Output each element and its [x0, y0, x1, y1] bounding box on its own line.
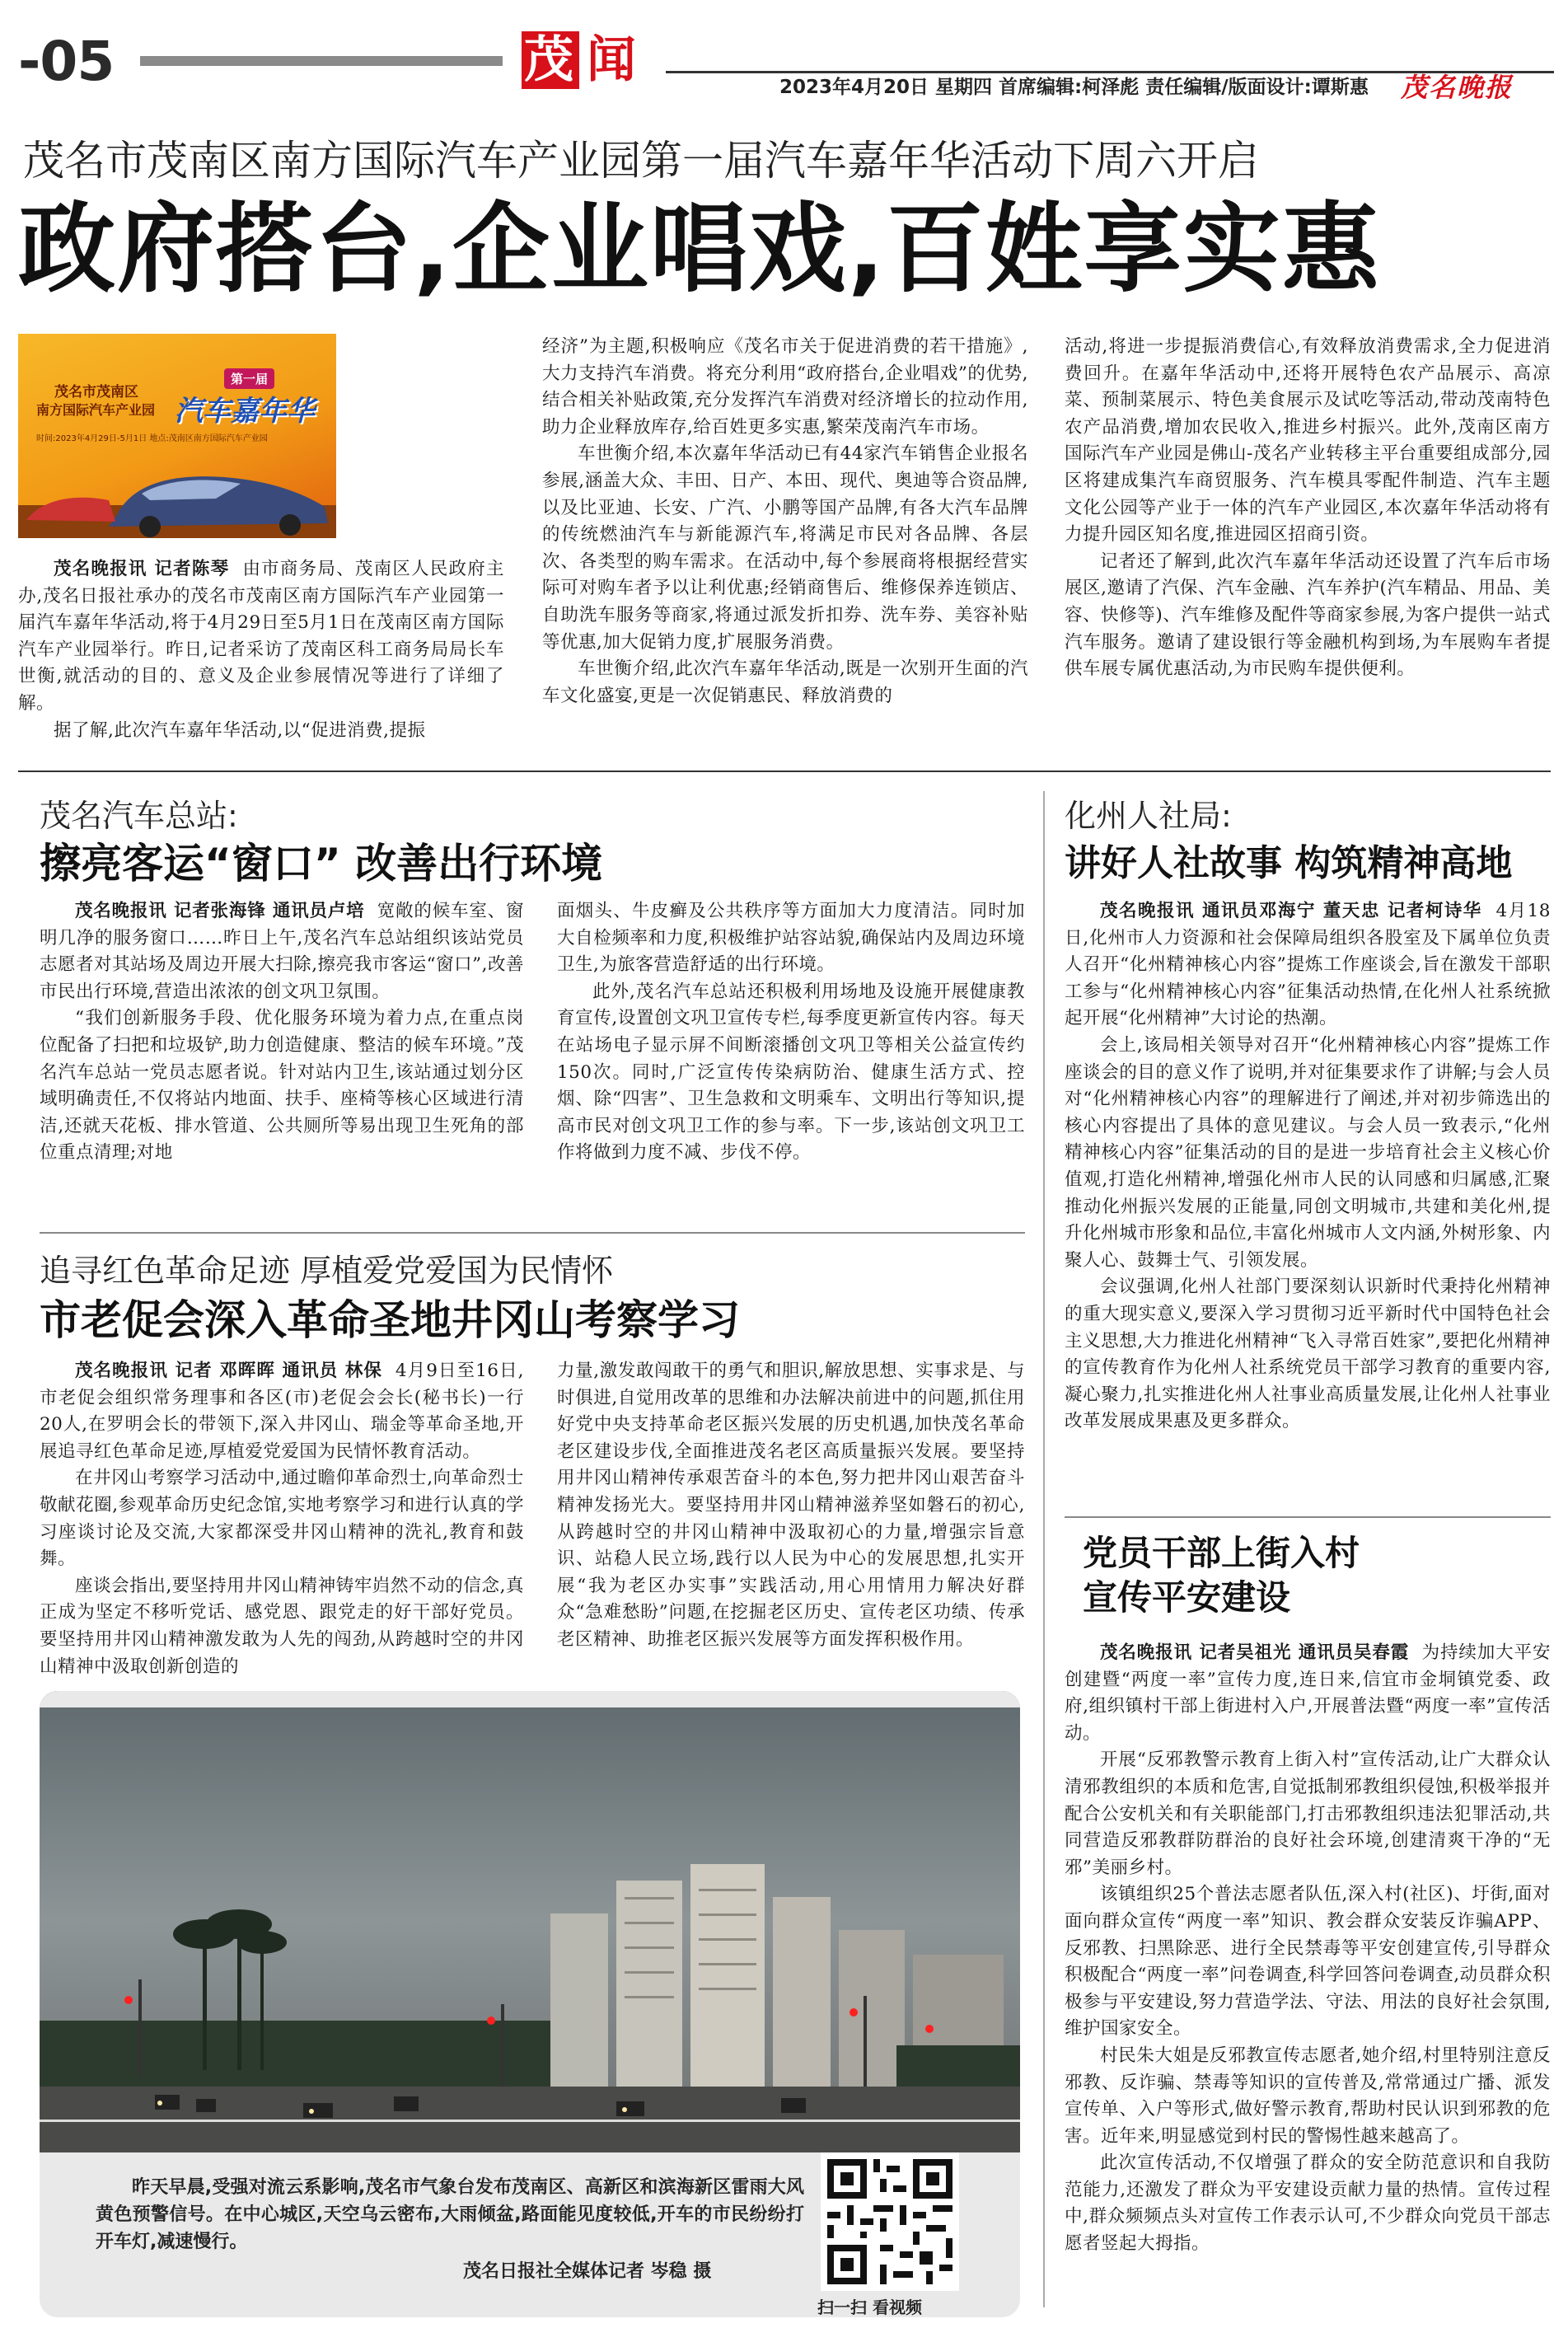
story1-col3-text-b: 记者还了解到,此次汽车嘉年华活动还设置了汽车后市场展区,邀请了汽保、汽车金融、汽车养护(汽车精品、用品、美容、快修等)、汽车维修及配件等商家参展,为客户提供一站式汽车服务。邀请了建设银行等金融机构到场,为车展购车者提供车展专属优惠活动,为市民购车提供便利。	[1065, 550, 1551, 680]
section-char-1: 茂	[524, 31, 573, 89]
story1-col2-text-c: 车世衡介绍,此次汽车嘉年华活动,既是一次别开生面的汽车文化盛宴,更是一次促销惠民、释放消费的	[542, 658, 1028, 706]
storm-photo	[40, 1691, 1020, 2152]
story2-column-1	[40, 898, 524, 1225]
story2-col2-text-a: 面烟头、牛皮癣及公共秩序等方面加大力度清洁。同时加大自检频率和力度,积极维护站容站貌,确保站内及周边环境卫生,为旅客营造舒适的出行环境。	[557, 901, 1025, 976]
story2-col2-text-b: 此外,茂名汽车总站还积极利用场地及设施开展健康教育宣传,设置创文巩卫宣传专栏,每季度更新宣传内容。每天在站场电子显示屏不间断滚播创文巩卫等相关公益宣传约150次。同时,广泛宣传传染病防治、健康生活方式、控烟、除“四害”、卫生急救和文明乘车、文明出行等知识,提高市民对创文巩卫工作的参与率。下一步,该站创文巩卫工作将做到力度不减、步伐不停。	[557, 981, 1025, 1164]
story4-headline: 讲好人社故事 构筑精神高地	[1065, 842, 1513, 884]
qr-code	[821, 2152, 959, 2291]
story5-byline: 茂名晚报讯 记者吴祖光 通讯员吴春霞	[1100, 1642, 1410, 1663]
story1-column-1	[18, 556, 504, 754]
page-number: -05	[18, 30, 115, 93]
story2-col1-text-a: 宽敞的候车室、窗明几净的服务窗口……昨日上午,茂名汽车总站组织该站党员志愿者对其站场及周边开展大扫除,擦亮我市客运“窗口”,改善市民出行环境,营造出浓浓的创文巩卫氛围。	[40, 901, 524, 1002]
story5-text-p5: 此次宣传活动,不仅增强了群众的安全防范意识和自我防范能力,还激发了群众为平安建设贡献力量的热情。宣传过程中,群众频频点头对宣传工作表示认可,不少群众向党员干部志愿者竖起大拇指。	[1065, 2152, 1551, 2255]
date-credits: 2023年4月20日 星期四 首席编辑:柯泽彪 责任编辑/版面设计:谭斯惠	[779, 77, 1369, 98]
story3-byline: 茂名晚报讯 记者 邓晖晖 通讯员 林保	[75, 1361, 383, 1381]
story2-byline: 茂名晚报讯 记者张海锋 通讯员卢培	[75, 901, 365, 921]
carnival-poster	[18, 334, 336, 538]
story3-kicker: 追寻红色革命足迹 厚植爱党爱国为民情怀	[40, 1253, 614, 1289]
column-divider	[1043, 791, 1045, 2307]
story1-column-3	[1065, 334, 1551, 754]
masthead-left-rule	[140, 56, 503, 66]
story2-kicker: 茂名汽车总站:	[40, 798, 238, 834]
story3-col2-text-a: 力量,激发敢闯敢干的勇气和胆识,解放思想、实事求是、与时俱进,自觉用改革的思维和办法解决前进中的问题,抓住用好党中央支持革命老区振兴发展的历史机遇,加快茂名革命老区建设步伐,全面推进茂名老区高质量振兴发展。要坚持用井冈山精神传承艰苦奋斗的本色,努力把井冈山艰苦奋斗精神发扬光大。要坚持用井冈山精神滋养坚如磐石的初心,从跨越时空的井冈山精神中汲取初心的力量,增强宗旨意识、站稳人民立场,践行以人民为中心的发展思想,扎实开展“我为老区办实事”实践活动,用心用情用力解决好群众“急难愁盼”问题,在挖掘老区历史、宣传老区功绩、传承老区精神、助推老区振兴发展等方面发挥积极作用。	[557, 1361, 1025, 1650]
story5-headline-line1: 党员干部上街入村	[1083, 1533, 1360, 1573]
poster-slogan: 汽车嘉年华	[175, 395, 315, 428]
story5-text-p3: 该镇组织25个普法志愿者队伍,深入村(社区)、圩街,面对面向群众宣传“两度一率”知识、教会群众安装反诈骗APP、反邪教、扫黑除恶、进行全民禁毒等平安创建宣传,引导群众积极配合“两度一率”问卷调查,科学回答问卷调查,动员群众积极参与平安建设,努力营造学法、守法、用法的良好社会氛围,维护国家安全。	[1065, 1884, 1551, 2040]
poster-title-line1: 茂名市茂南区	[54, 384, 138, 400]
story4-text-p2: 会上,该局相关领导对召开“化州精神核心内容”提炼工作座谈会的目的意义作了说明,并对征集要求作了讲解;与会人员对“化州精神核心内容”的理解进行了阐述,并对初步筛选出的核心内容提出了具体的意见建议。与会人员一致表示,“化州精神核心内容”征集活动的目的是进一步培育社会主义核心价值观,打造化州精神,增强化州市人民的认同感和归属感,汇聚推动化州振兴发展的正能量,同创文明城市,共建和美化州,提升化州城市形象和品位,丰富化州城市人文内涵,外树形象、内聚人心、鼓舞士气、引领发展。	[1065, 1034, 1551, 1271]
photo-caption: 昨天早晨,受强对流云系影响,茂名市气象台发布茂南区、高新区和滨海新区雷雨大风黄色预警信号。在中心城区,天空乌云密布,大雨倾盆,路面能见度较低,开车的市民纷纷打开车灯,减速慢行。	[96, 2177, 804, 2252]
divider-story1	[18, 771, 1551, 772]
story5-headline-line2: 宣传平安建设	[1083, 1577, 1291, 1618]
story4-body	[1065, 898, 1551, 1508]
story2-col1-text-b: “我们创新服务手段、优化服务环境为着力点,在重点岗位配备了扫把和垃圾铲,助力创造健康、整洁的候车环境。”茂名汽车总站一党员志愿者说。针对站内卫生,该站通过划分区域明确责任,不仅将站内地面、扶手、座椅等核心区域进行清洁,还就天花板、排水管道、公共厕所等易出现卫生死角的部位重点清理;对地	[40, 1008, 524, 1164]
story4-kicker: 化州人社局:	[1065, 798, 1232, 834]
poster-car-illustration	[18, 441, 336, 538]
story5-text-p2: 开展“反邪教警示教育上街入村”宣传活动,让广大群众认清邪教组织的本质和危害,自觉抵制邪教组织侵蚀,积极举报并配合公安机关和有关职能部门,打击邪教组织违法犯罪活动,共同营造反邪教群防群治的良好社会环境,创建清爽干净的“无邪”美丽乡村。	[1065, 1750, 1551, 1878]
story2-headline: 擦亮客运“窗口” 改善出行环境	[40, 840, 603, 888]
divider-story2	[40, 1232, 1025, 1234]
story3-col1-text-a: 4月9日至16日,市老促会组织常务理事和各区(市)老促会会长(秘书长)一行20人,在罗明会长的带领下,深入井冈山、瑞金等革命圣地,开展追寻红色革命足迹,厚植爱党爱国为民情怀教育活动。	[40, 1361, 524, 1462]
section-char-2: 闻	[587, 31, 636, 89]
poster-title-line2: 南方国际汽车产业园	[36, 402, 156, 418]
story1-col1-text-a: 由市商务局、茂南区人民政府主办,茂名日报社承办的茂名市茂南区南方国际汽车产业园第一届汽车嘉年华活动,将于4月29日至5月1日在茂南区南方国际汽车产业园举行。昨日,记者采访了茂南区科工商务局局长车世衡,就活动的目的、意义及企业参展情况等进行了详细了解。	[18, 559, 504, 714]
story3-col1-text-b: 在井冈山考察学习活动中,通过瞻仰革命烈士,向革命烈士敬献花圈,参观革命历史纪念馆,实地考察学习和进行认真的学习座谈讨论及交流,大家都深受井冈山精神的洗礼,教育和鼓舞。	[40, 1468, 524, 1570]
story1-kicker: 茂名市茂南区南方国际汽车产业园第一届汽车嘉年华活动下周六开启	[23, 137, 1259, 185]
photo-credit: 茂名日报社全媒体记者 岑稳 摄	[463, 2261, 712, 2282]
story1-col1-text-b: 据了解,此次汽车嘉年华活动,以“促进消费,提振	[54, 719, 426, 741]
story3-column-2	[557, 1358, 1025, 1679]
story3-col1-text-c: 座谈会指出,要坚持用井冈山精神铸牢岿然不动的信念,真正成为坚定不移听党话、感党恩、跟党走的好干部好党员。要坚持用井冈山精神激发敢为人先的闯劲,从跨越时空的井冈山精神中汲取创新创造的	[40, 1575, 524, 1677]
story1-byline: 茂名晚报讯 记者陈琴	[54, 559, 230, 579]
poster-info: 时间:2023年4月29日-5月1日 地点:茂南区南方国际汽车产业园	[36, 434, 268, 443]
divider-story4	[1065, 1516, 1551, 1518]
story4-text-p1: 4月18日,化州市人力资源和社会保障局组织各股室及下属单位负责人召开“化州精神核心内容”提炼工作座谈会,旨在激发干部职工参与“化州精神核心内容”征集活动热情,在化州人社系统掀起开展“化州精神”大讨论的热潮。	[1065, 901, 1551, 1029]
story3-headline: 市老促会深入革命圣地井冈山考察学习	[40, 1296, 740, 1344]
paper-logo: 茂名晚报	[1401, 72, 1514, 103]
story3-column-1	[40, 1358, 524, 1679]
story5-text-p4: 村民朱大姐是反邪教宣传志愿者,她介绍,村里特别注意反邪教、反诈骗、禁毒等知识的宣传普及,常常通过广播、派发宣传单、入户等形式,做好警示教育,帮助村民认识到邪教的危害。近年来,明显感觉到村民的警惕性越来越高了。	[1065, 2045, 1551, 2147]
photo-panel	[40, 1691, 1020, 2317]
story1-column-2	[542, 334, 1028, 754]
story2-column-2	[557, 898, 1025, 1225]
qr-label: 扫一扫 看视频	[817, 2298, 922, 2317]
story1-col3-text-a: 活动,将进一步提振消费信心,有效释放消费需求,全力促进消费回升。在嘉年华活动中,还将开展特色农产品展示、高凉菜、预制菜展示、特色美食展示及试吃等活动,带动茂南特色农产品消费,增加农民收入,推进乡村振兴。此外,茂南区南方国际汽车产业园是佛山-茂名产业转移主平台重要组成部分,园区将建成集汽车商贸服务、汽车模具零配件制造、汽车主题文化公园等产业于一体的汽车产业园区,本次嘉年华活动将有力提升园区知名度,推进园区招商引资。	[1065, 336, 1551, 546]
poster-badge: 第一届	[224, 368, 274, 389]
story1-headline: 政府搭台,企业唱戏,百姓享实惠	[18, 192, 1381, 306]
story5-body	[1065, 1640, 1551, 2316]
story4-byline: 茂名晚报讯 通讯员邓海宁 董天忠 记者柯诗华	[1100, 901, 1482, 921]
story1-col2-text-b: 车世衡介绍,本次嘉年华活动已有44家汽车销售企业报名参展,涵盖大众、丰田、日产、本田、现代、奥迪等合资品牌,以及比亚迪、长安、广汽、小鹏等国产品牌,有各大汽车品牌的传统燃油汽车与新能源汽车,将满足市民对各品牌、各层次、各类型的购车需求。在活动中,每个参展商将根据经营实际可对购车者予以让利优惠;经销商售后、维修保养连锁店、自助洗车服务等商家,将通过派发折扣券、洗车券、美容补贴等优惠,加大促销力度,扩展服务消费。	[542, 443, 1028, 653]
story4-text-p3: 会议强调,化州人社部门要深刻认识新时代秉持化州精神的重大现实意义,要深入学习贯彻习近平新时代中国特色社会主义思想,大力推进化州精神“飞入寻常百姓家”,要把化州精神的宣传教育作为化州人社系统党员干部学习教育的重要内容,凝心聚力,扎实推进化州人社事业高质量发展,让化州人社事业改革发展成果惠及更多群众。	[1065, 1276, 1551, 1432]
story1-col2-text-a: 经济”为主题,积极响应《茂名市关于促进消费的若干措施》,大力支持汽车消费。将充分利用“政府搭台,企业唱戏”的优势,结合相关补贴政策,充分发挥汽车消费对经济增长的拉动作用,助力企业释放库存,给百姓更多实惠,繁荣茂南汽车市场。	[542, 336, 1028, 438]
story5-text-p1: 为持续加大平安创建暨“两度一率”宣传力度,连日来,信宜市金垌镇党委、政府,组织镇村干部上街进村入户,开展普法暨“两度一率”宣传活动。	[1065, 1642, 1551, 1744]
